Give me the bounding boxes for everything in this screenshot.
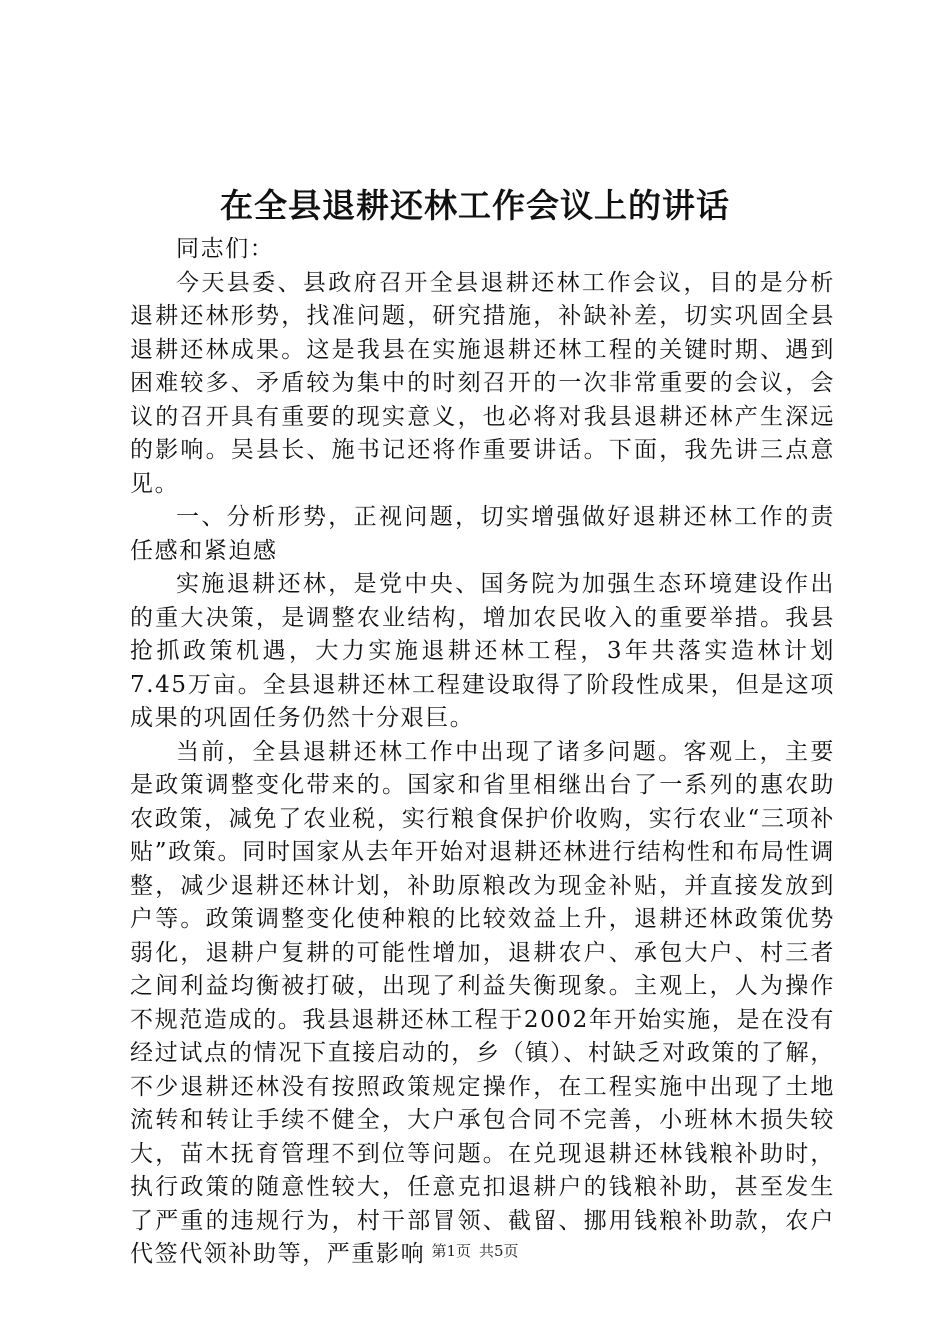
paragraph-problems: 当前，全县退耕还林工作中出现了诸多问题。客观上，主要是政策调整变化带来的。国家和省里相继出台了一系列的惠农助农政策，减免了农业税，实行粮食保护价收购，实行农业“三项补贴”政策。同时国家从去年开始对退耕还林进行结构性和布局性调整，减少退耕还林计划，补助原粮改为现金补贴，并直接发放到户等。政策调整变化使种粮的比较效益上升，退耕还林政策优势弱化，退耕户复耕的可能性增加，退耕农户、承包大户、村三者之间利益均衡被打破，出现了利益失衡现象。主观上，人为操作不规范造成的。我县退耕还林工程于2002年开始实施，是在没有经过试点的情况下直接启动的，乡（镇）、村缺乏对政策的了解，不少退耕还林没有按照政策规定操作，在工程实施中出现了土地流转和转让手续不健全，大户承包合同不完善，小班林木损失较大，苗木抚育管理不到位等问题。在兑现退耕还林钱粮补助时，执行政策的随意性较大，任意克扣退耕户的钱粮补助，甚至发生了严重的违规行为，村干部冒领、截留、挪用钱粮补助款，农户代签代领补助等，严重影响 (130, 738, 835, 1267)
page-number: 第1页 (431, 1242, 471, 1260)
page-total: 共5页 (479, 1242, 519, 1260)
page-footer (0, 1240, 950, 1262)
salutation: 同志们： (176, 236, 275, 262)
section-heading-1: 一、分析形势，正视问题，切实增强做好退耕还林工作的责任感和紧迫感 (130, 504, 835, 564)
document-body (130, 233, 835, 1272)
document-title: 在全县退耕还林工作会议上的讲话 (220, 186, 730, 225)
paragraph-background: 实施退耕还林，是党中央、国务院为加强生态环境建设作出的重大决策，是调整农业结构，增加农民收入的重要举措。我县抢抓政策机遇，大力实施退耕还林工程，3年共落实造林计划7.45万亩。全县退耕还林工程建设取得了阶段性成果，但是这项成果的巩固任务仍然十分艰巨。 (130, 571, 835, 731)
paragraph-opening: 今天县委、县政府召开全县退耕还林工作会议，目的是分析退耕还林形势，找准问题，研究措施，补缺补差，切实巩固全县退耕还林成果。这是我县在实施退耕还林工程的关键时期、遇到困难较多、矛盾较为集中的时刻召开的一次非常重要的会议，会议的召开具有重要的现实意义，也必将对我县退耕还林产生深远的影响。吴县长、施书记还将作重要讲话。下面，我先讲三点意见。 (130, 269, 835, 497)
